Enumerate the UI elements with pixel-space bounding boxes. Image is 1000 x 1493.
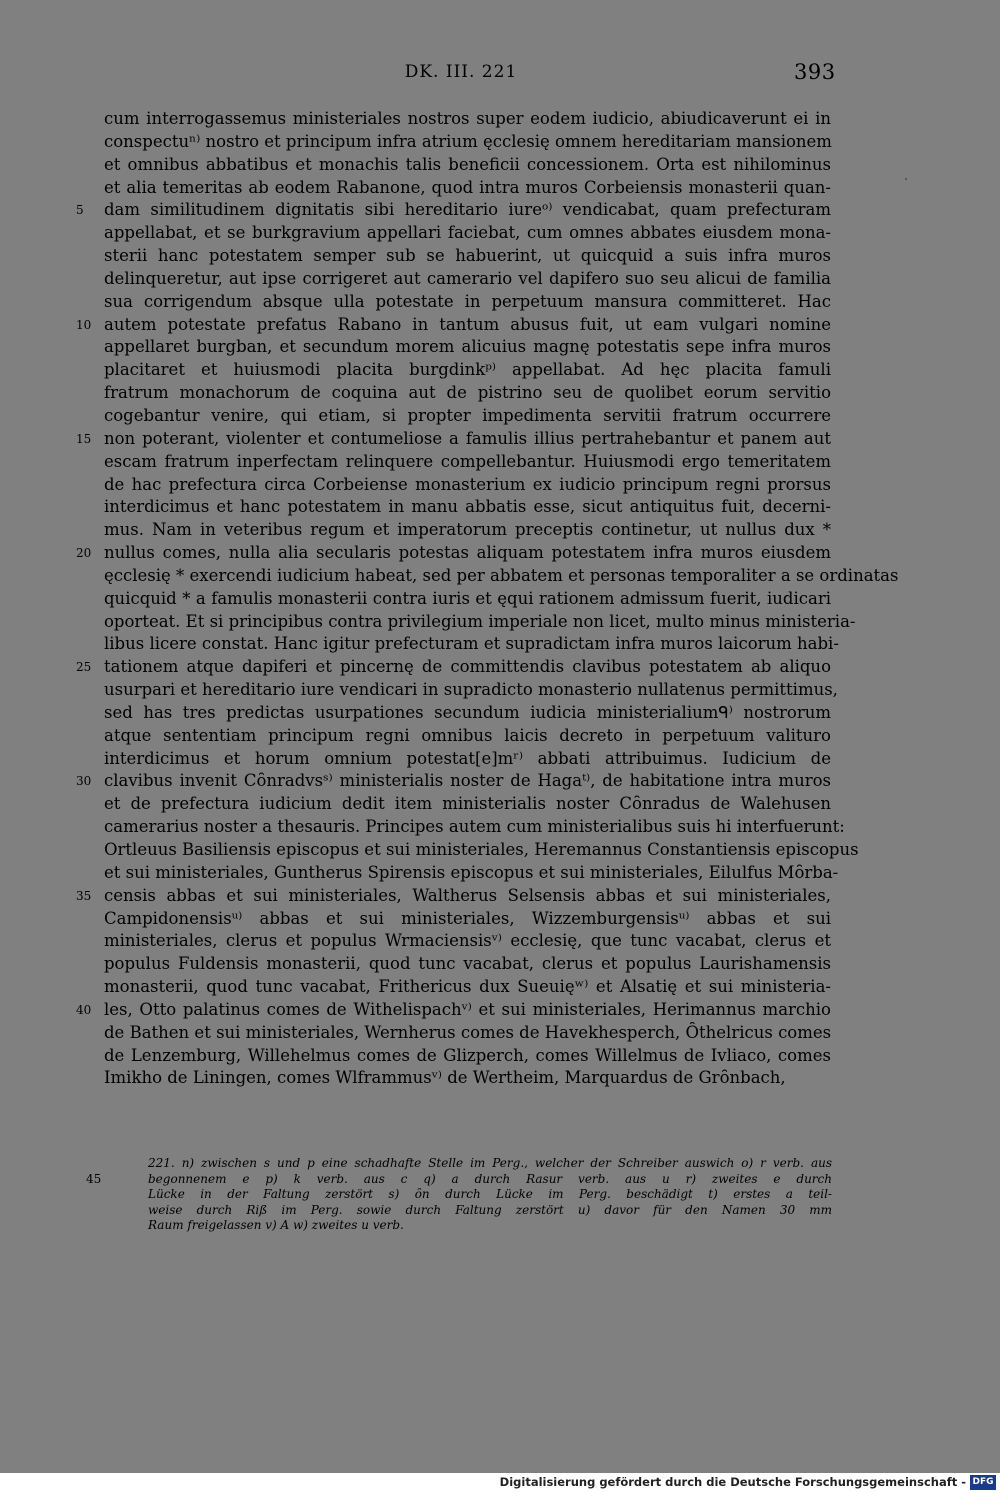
text-line — [104, 108, 831, 131]
text-line — [104, 633, 839, 656]
text-line — [76, 999, 831, 1022]
line-text: ministeriales, clerus et populus Wrmaciensisᵛ⁾ ecclesię, que tunc vacabat, clerus et — [104, 931, 831, 951]
footnote-line — [86, 1171, 832, 1188]
line-text: escam fratrum inperfectam relinquere compellebantur. Huiusmodi ergo temeritatem — [104, 451, 831, 471]
line-text: Ortleuus Basiliensis episcopus et sui ministeriales, Heremannus Constantiensis episcopus — [104, 840, 859, 859]
footnote-text: begonnenem e p) k verb. aus c q) a durch Rasur verb. aus u r) zweites e durch — [148, 1171, 832, 1186]
line-text: libus licere constat. Hanc igitur prefecturam et supradictam infra muros laicorum habi- — [104, 634, 839, 654]
footnote-line — [148, 1218, 832, 1234]
footnote-text: Lücke in der Faltung zerstört s) ȏn durch Lücke im Perg. beschädigt t) erstes a teil- — [148, 1187, 832, 1201]
line-text: dam similitudinem dignitatis sibi hereditario iureᵒ⁾ vendicabat, quam prefecturam — [104, 200, 831, 220]
text-line — [104, 862, 839, 885]
text-line — [104, 405, 831, 428]
text-line — [104, 1022, 831, 1045]
text-line — [104, 336, 831, 359]
line-text: cogebantur venire, qui etiam, si propter impedimenta servitii fratrum occurrere — [104, 405, 831, 425]
line-number: 25 — [76, 660, 92, 675]
text-line — [76, 542, 831, 565]
footnote-line — [148, 1156, 832, 1172]
text-line — [104, 930, 831, 953]
line-text: conspectuⁿ⁾ nostro et principum infra atrium ęcclesię omnem hereditariam mansionem — [104, 131, 832, 151]
line-text: populus Fuldensis monasterii, quod tunc vacabat, clerus et populus Laurishamensis — [104, 954, 831, 974]
text-line — [104, 725, 831, 748]
footer-strip — [0, 1473, 1000, 1493]
line-number: 20 — [76, 546, 92, 561]
line-text: interdicimus et hanc potestatem in manu abbatis esse, sicut antiquitus fuit, decerni- — [104, 497, 831, 517]
footnote-line — [148, 1187, 832, 1203]
line-text: quicquid * a famulis monasterii contra iuris et ęqui rationem admissum fuerit, iudicari — [104, 588, 831, 608]
text-line — [76, 656, 831, 679]
text-line — [104, 1067, 831, 1090]
footnote-text: Raum freigelassen v) A w) zweites u verb. — [148, 1218, 404, 1232]
text-line — [104, 839, 859, 862]
line-text: interdicimus et horum omnium potestat[e]mʳ⁾ abbati attribuimus. Iudicium de — [104, 748, 831, 768]
line-text: ęcclesię * exercendi iudicium habeat, sed per abbatem et personas temporaliter a se ordinatas — [104, 565, 899, 585]
line-text: sed has tres predictas usurpationes secundum iudicia ministerialiumᑫ⁾ nostrorum — [104, 702, 831, 722]
line-text: censis abbas et sui ministeriales, Waltherus Selsensis abbas et sui ministeriales, — [104, 885, 831, 905]
main-text-block — [76, 108, 899, 1090]
footnote-text: weise durch Riß im Perg. sowie durch Faltung zerstört u) davor für den Namen 30 mm — [148, 1202, 832, 1217]
footnote-text: 221. n) zwischen s und p eine schadhafte Stelle im Perg., welcher der Schreiber auswich o) r verb. aus — [148, 1156, 832, 1170]
text-line — [76, 770, 831, 793]
text-line — [104, 382, 831, 405]
line-text: sterii hanc potestatem semper sub se habuerint, ut quicquid a suis infra muros — [104, 246, 831, 266]
text-line — [104, 268, 831, 291]
footnote-line — [148, 1203, 832, 1219]
running-title: DK. III. 221 — [404, 62, 518, 82]
text-line — [104, 565, 899, 588]
text-line — [76, 199, 831, 222]
text-line — [104, 1045, 831, 1068]
line-number: 10 — [76, 317, 92, 332]
text-line — [104, 953, 831, 976]
text-line — [104, 611, 856, 634]
line-text: et alia temeritas ab eodem Rabanone, quod intra muros Corbeiensis monasterii quan- — [104, 177, 831, 197]
line-text: sua corrigendum absque ulla potestate in perpetuum mansura committeret. Hac — [104, 291, 831, 311]
line-text: placitaret et huiusmodi placita burgdinkᵖ⁾ appellabat. Ad hęc placita famuli — [104, 360, 831, 380]
text-line — [76, 885, 831, 908]
line-text: clavibus invenit Cȏnradvsˢ⁾ ministerialis noster de Hagaᵗ⁾, de habitatione intra muros — [104, 771, 831, 791]
line-text: fratrum monachorum de coquina aut de pistrino seu de quolibet eorum servitio — [104, 383, 831, 403]
line-text: atque sententiam principum regni omnibus laicis decreto in perpetuum valituro — [104, 725, 831, 745]
line-text: autem potestate prefatus Rabano in tantum abusus fuit, ut eam vulgari nomine — [104, 314, 831, 334]
line-number: 45 — [86, 1171, 102, 1186]
text-line — [104, 496, 831, 519]
page-number: 393 — [794, 60, 836, 84]
line-text: appellabat, et se burkgravium appellari faciebat, cum omnes abbates eiusdem mona- — [104, 223, 831, 243]
line-text: et de prefectura iudicium dedit item ministerialis noster Cȏnradus de Walehusen — [104, 794, 831, 814]
line-number: 35 — [76, 888, 92, 903]
text-line — [104, 816, 845, 839]
text-line — [104, 131, 831, 154]
line-text: oporteat. Et si principibus contra privilegium imperiale non licet, multo minus ministeria- — [104, 611, 856, 631]
text-line — [104, 976, 831, 999]
line-number: 15 — [76, 431, 92, 446]
text-line — [104, 908, 831, 931]
text-line — [104, 474, 831, 497]
line-text: de hac prefectura circa Corbeiense monasterium ex iudicio principum regni prorsus — [104, 474, 831, 494]
line-text: non poterant, violenter et contumeliose a famulis illius pertrahebantur et panem aut — [104, 428, 831, 448]
line-text: cum interrogassemus ministeriales nostros super eodem iudicio, abiudicaverunt ei in — [104, 109, 831, 128]
text-line — [104, 359, 831, 382]
footnotes-block — [86, 1156, 832, 1234]
line-number: 30 — [76, 774, 92, 789]
dfg-logo-icon: DFG — [970, 1475, 996, 1490]
text-line — [104, 588, 831, 611]
text-line — [104, 245, 831, 268]
line-text: appellaret burgban, et secundum morem alicuius magnę potestatis sepe infra muros — [104, 337, 831, 357]
line-text: les, Otto palatinus comes de Withelispachᵛ⁾ et sui ministeriales, Herimannus marchio — [104, 999, 831, 1019]
line-text: nullus comes, nulla alia secularis potestas aliquam potestatem infra muros eiusdem — [104, 543, 831, 563]
line-text: camerarius noster a thesauris. Principes autem cum ministerialibus suis hi interfuerunt: — [104, 817, 845, 837]
text-line — [104, 793, 831, 816]
text-line — [76, 314, 831, 337]
line-number: 5 — [76, 203, 84, 218]
text-line — [104, 679, 838, 702]
text-line — [104, 519, 831, 542]
text-line — [104, 154, 831, 177]
line-text: et omnibus abbatibus et monachis talis beneficii concessionem. Orta est nihilominus — [104, 154, 831, 174]
dfg-credit-text: Digitalisierung gefördert durch die Deutsche Forschungsgemeinschaft - — [499, 1475, 966, 1489]
text-line — [104, 451, 831, 474]
line-text: de Bathen et sui ministeriales, Wernherus comes de Havekhesperch, Ȏthelricus comes — [104, 1022, 832, 1042]
line-number: 40 — [76, 1002, 92, 1017]
line-text: tationem atque dapiferi et pincernę de committendis clavibus potestatem ab aliquo — [104, 657, 831, 677]
line-text: Imikho de Liningen, comes Wlframmusᵛ⁾ de Wertheim, Marquardus de Grȏnbach, — [104, 1068, 786, 1088]
scan-speck — [905, 178, 907, 180]
text-line — [76, 428, 831, 451]
line-text: monasterii, quod tunc vacabat, Frithericus dux Sueuięʷ⁾ et Alsatię et sui ministeria- — [104, 977, 831, 997]
text-line — [104, 702, 831, 725]
text-line — [104, 177, 831, 200]
line-text: usurpari et hereditario iure vendicari in supradicto monasterio nullatenus permittimus, — [104, 680, 838, 700]
text-line — [104, 291, 831, 314]
text-line — [104, 748, 831, 771]
text-line — [104, 222, 831, 245]
line-text: Campidonensisᵘ⁾ abbas et sui ministeriales, Wizzemburgensisᵘ⁾ abbas et sui — [104, 908, 831, 928]
line-text: mus. Nam in veteribus regum et imperatorum preceptis continetur, ut nullus dux * — [104, 520, 831, 540]
line-text: de Lenzemburg, Willehelmus comes de Glizperch, comes Willelmus de Ivliaco, comes — [104, 1045, 831, 1065]
line-text: et sui ministeriales, Guntherus Spirensis episcopus et sui ministeriales, Eilulfus Mȏrba- — [104, 862, 839, 882]
line-text: delinqueretur, aut ipse corrigeret aut camerario vel dapifero suo seu alicui de familia — [104, 268, 831, 288]
